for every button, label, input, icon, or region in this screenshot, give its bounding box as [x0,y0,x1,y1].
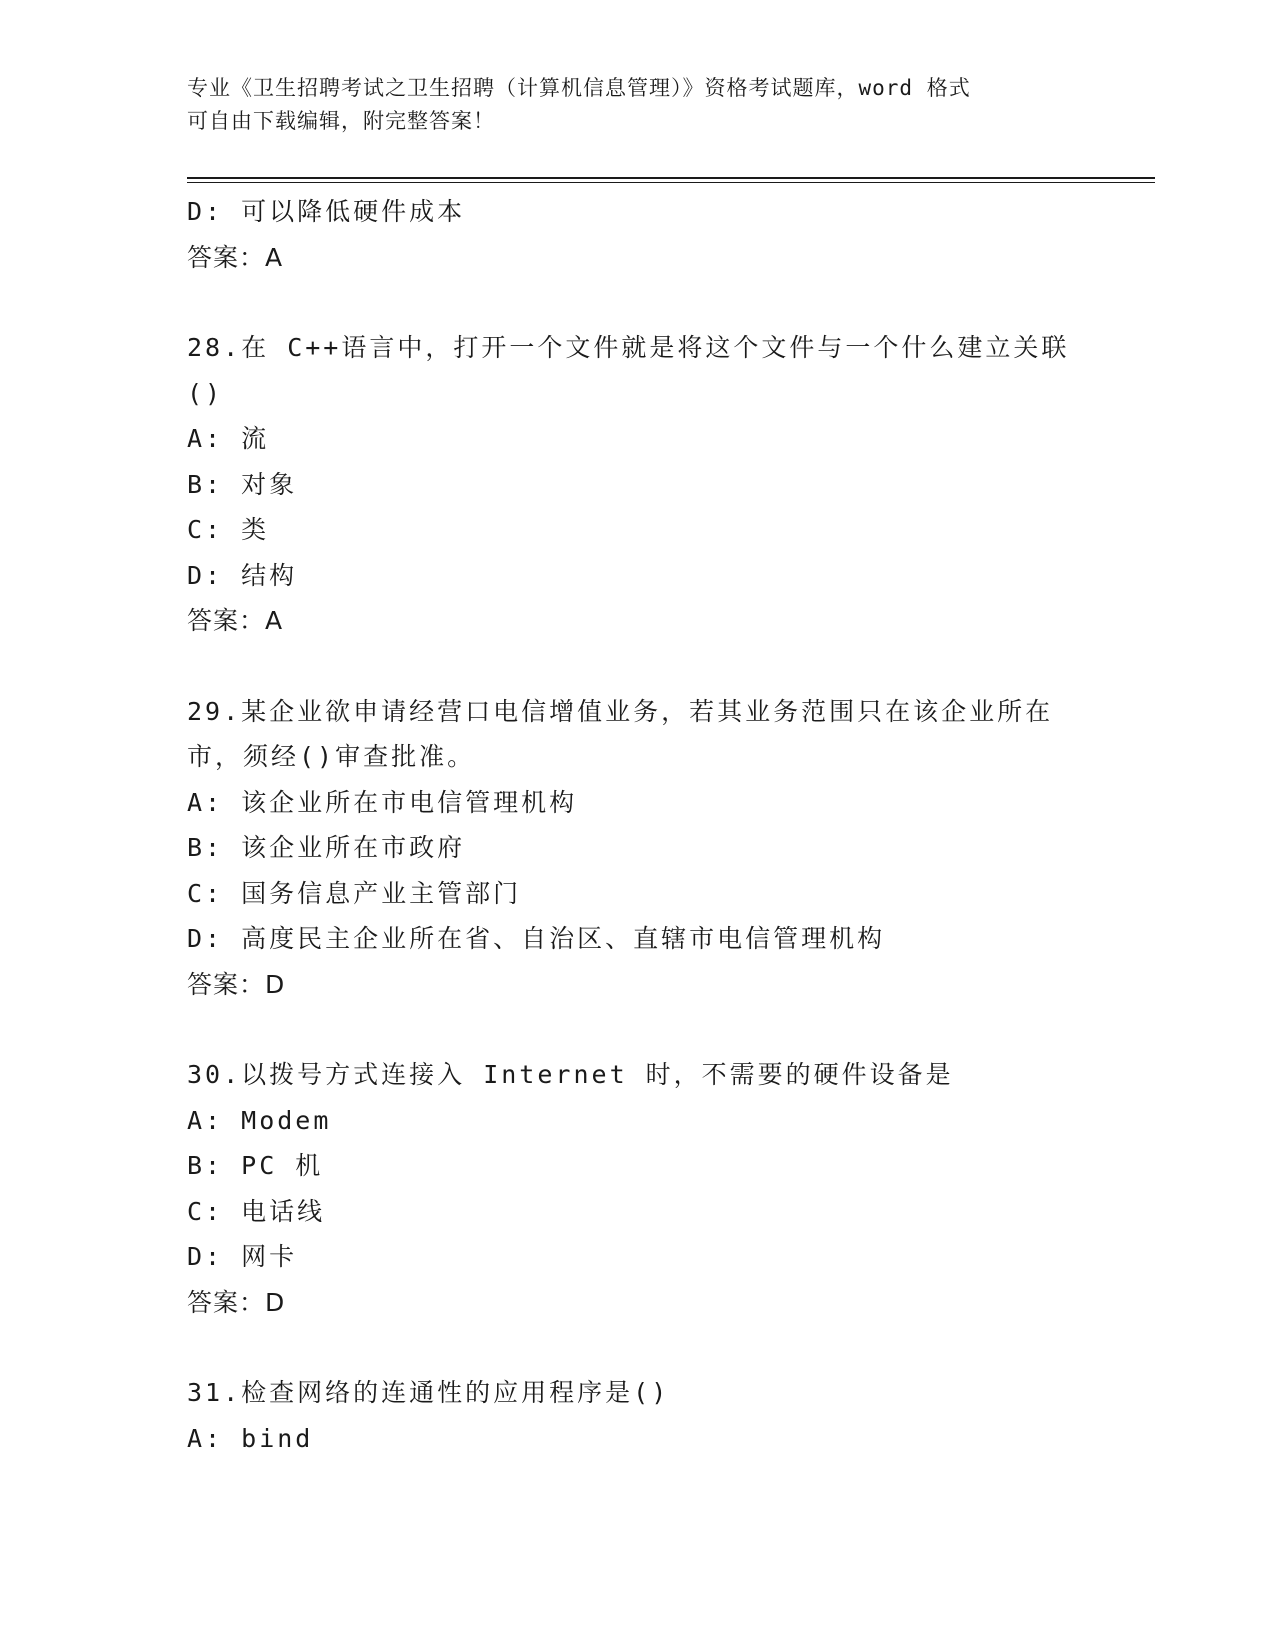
question-text-29-cont: 市，须经()审查批准。 [187,742,476,771]
question-list [187,189,1087,1461]
option-b: B: 对象 [187,469,298,499]
question-block-29 [187,689,1087,1008]
spacer [187,1007,1087,1052]
answer-line: 答案：D [187,969,286,999]
option-d: D: 高度民主企业所在省、自治区、直辖市电信管理机构 [187,924,886,953]
answer-line: 答案：A [187,606,284,635]
spacer [187,644,1087,689]
spacer [187,1325,1087,1370]
header-line-1: 专业《卫生招聘考试之卫生招聘（计算机信息管理）》资格考试题库，word 格式 [187,76,971,100]
question-block-30 [187,1052,1087,1325]
question-block-31 [187,1370,1087,1461]
header-divider-thin [187,182,1155,183]
question-text-28-cont: () [187,378,224,408]
option-a: A: Modem [187,1105,332,1135]
option-d: D: 网卡 [187,1242,298,1271]
answer-line: 答案：D [187,1287,286,1317]
question-text-28: 28.在 C++语言中，打开一个文件就是将这个文件与一个什么建立关联 [187,333,1070,362]
answer-line: 答案：A [187,242,284,272]
option-c: C: 类 [187,515,270,544]
option-b: B: PC 机 [187,1151,324,1180]
option-a: A: bind [187,1423,314,1453]
option-a: A: 流 [187,424,270,453]
option-d: D: 可以降低硬件成本 [187,197,466,226]
question-block-28 [187,325,1087,644]
option-c: C: 电话线 [187,1196,326,1226]
option-d: D: 结构 [187,560,298,590]
header-line-2: 可自由下载编辑，附完整答案！ [187,109,495,133]
option-c: C: 国务信息产业主管部门 [187,878,522,908]
header-divider-thick [187,177,1155,179]
question-block-prev [187,189,1087,280]
option-a: A: 该企业所在市电信管理机构 [187,787,578,817]
question-text-31: 31.检查网络的连通性的应用程序是() [187,1378,670,1407]
spacer [187,280,1087,325]
document-header [187,72,1067,138]
option-b: B: 该企业所在市政府 [187,833,466,862]
question-text-29: 29.某企业欲申请经营口电信增值业务，若其业务范围只在该企业所在 [187,696,1054,726]
question-text-30: 30.以拨号方式连接入 Internet 时，不需要的硬件设备是 [187,1060,954,1089]
